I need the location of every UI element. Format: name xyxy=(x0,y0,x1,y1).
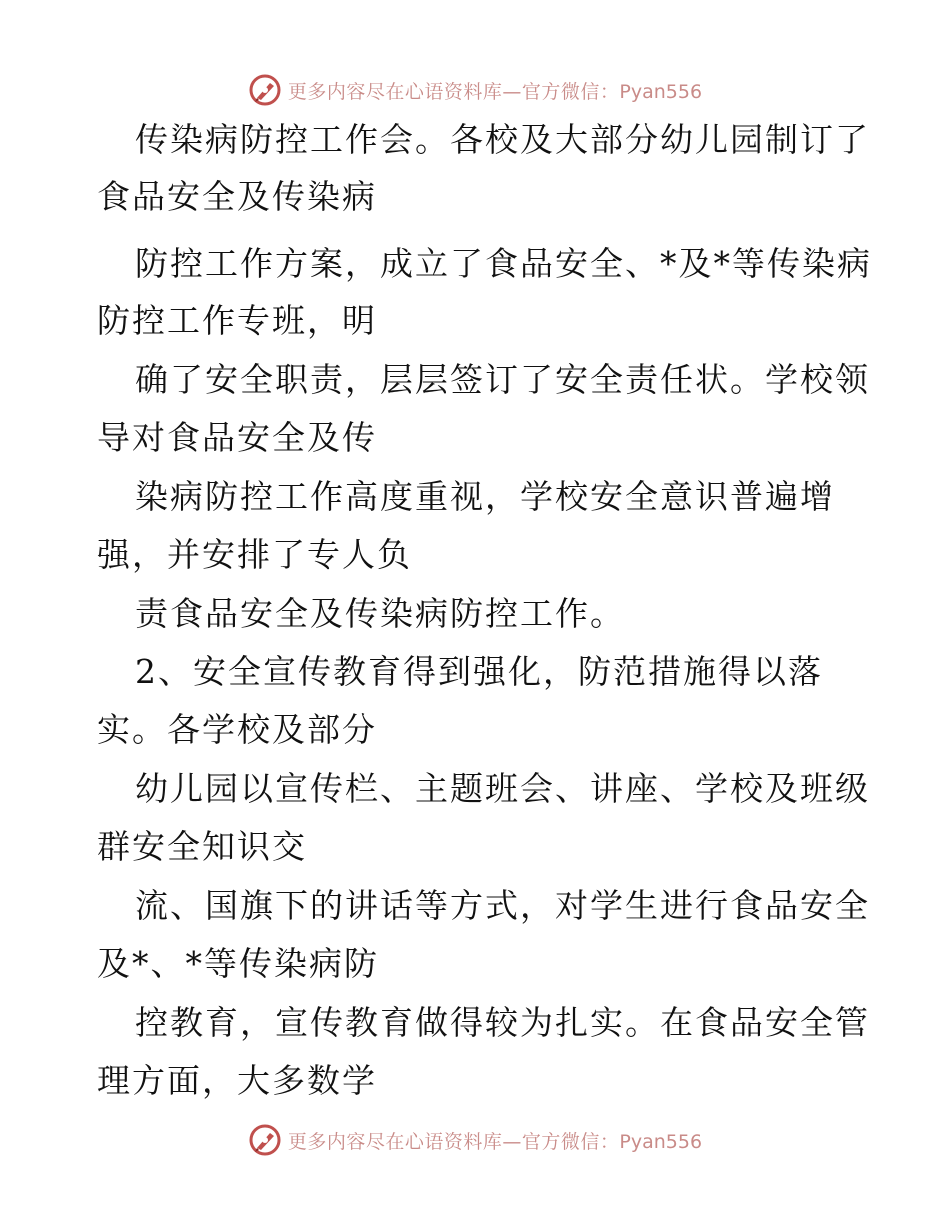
text-line: 群安全知识交 xyxy=(97,827,307,866)
text-line: 及*、*等传染病防 xyxy=(97,944,379,983)
text-line: 食品安全及传染病 xyxy=(97,177,377,216)
pen-logo-icon xyxy=(248,1123,282,1157)
text-line: 理方面，大多数学 xyxy=(97,1061,377,1100)
footer-watermark xyxy=(0,1120,950,1160)
text-line: 防控工作专班，明 xyxy=(97,301,377,340)
text-line: 控教育，宣传教育做得较为扎实。在食品安全管 xyxy=(135,1003,870,1042)
text-line: 责食品安全及传染病防控工作。 xyxy=(135,594,625,633)
text-line: 传染病防控工作会。各校及大部分幼儿园制订了 xyxy=(135,120,870,159)
header-watermark xyxy=(0,70,950,110)
text-line: 强，并安排了专人负 xyxy=(97,535,412,574)
text-line: 确了安全职责，层层签订了安全责任状。学校领 xyxy=(135,360,870,399)
text-line: 实。各学校及部分 xyxy=(97,710,377,749)
watermark-text: 更多内容尽在心语资料库—官方微信：Pyan556 xyxy=(287,80,703,103)
text-line: 2、安全宣传教育得到强化，防范措施得以落 xyxy=(135,652,823,691)
text-line: 幼儿园以宣传栏、主题班会、讲座、学校及班级 xyxy=(135,769,870,808)
watermark-text: 更多内容尽在心语资料库—官方微信：Pyan556 xyxy=(287,1130,703,1153)
pen-logo-icon xyxy=(248,73,282,107)
text-line: 流、国旗下的讲话等方式，对学生进行食品安全 xyxy=(135,886,870,925)
text-line: 导对食品安全及传 xyxy=(97,418,377,457)
text-line: 防控工作方案，成立了食品安全、*及*等传染病 xyxy=(135,244,872,283)
text-line: 染病防控工作高度重视，学校安全意识普遍增 xyxy=(135,477,835,516)
